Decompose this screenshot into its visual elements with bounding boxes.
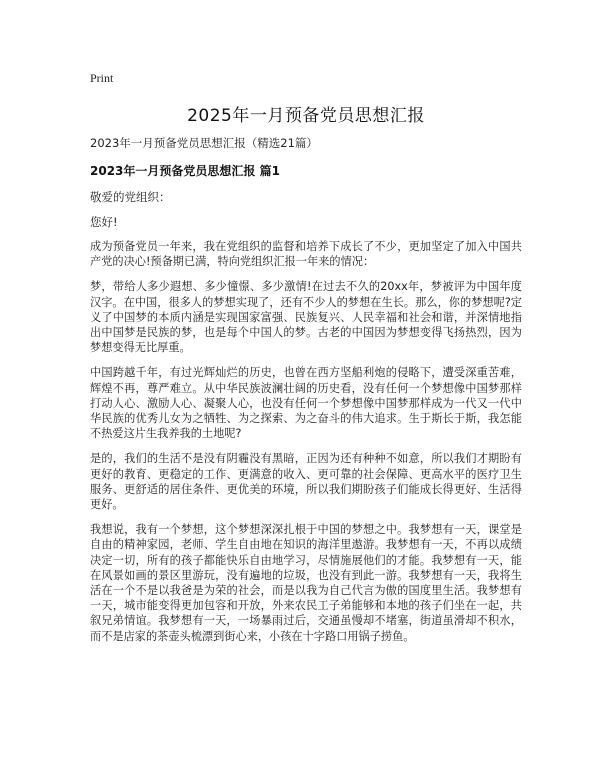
page-title: 2025年一月预备党员思想汇报 xyxy=(187,106,425,126)
paragraph: 成为预备党员一年来，我在党组织的监督和培养下成长了不少，更加坚定了加入中国共产党的决心!预备期已满，特向党组织汇报一年来的情况： xyxy=(90,240,522,269)
paragraph: 梦，带给人多少遐想、多少憧憬、多少激情!在过去不久的20xx年，梦被评为中国年度汉字。在中国，很多人的梦想实现了，还有不少人的梦想在生长。那么，你的梦想呢?定义了中国梦的本质内涵是实现国家富强、民族复兴、人民幸福和社会和谐，并深情地指出中国梦是民族的梦，也是每个中国人的梦。古老的中国因为梦想变得飞扬热烈，因为梦想变得无比厚重。 xyxy=(90,280,522,355)
print-link[interactable]: Print xyxy=(90,71,114,85)
document-subtitle: 2023年一月预备党员思想汇报（精选21篇） xyxy=(90,136,318,150)
section-heading: 2023年一月预备党员思想汇报 篇1 xyxy=(90,164,280,178)
paragraph: 我想说，我有一个梦想，这个梦想深深扎根于中国的梦想之中。我梦想有一天，课堂是自由的精神家园，老师、学生自由地在知识的海洋里遨游。我梦想有一天，不再以成绩决定一切，所有的孩子都能快乐自由地学习，尽情施展他们的才能。我梦想有一天，能在风景如画的景区里游玩，没有遍地的垃圾，也没有到此一游。我梦想有一天，我将生活在一个不是以我爸是为荣的社会，而是以我为自己代言为傲的国度里生活。我梦想有一天，城市能变得更加包容和开放，外来农民工子弟能够和本地的孩子们坐在一起，共叙兄弟情谊。我梦想有一天，一场暴雨过后，交通虽慢却不堵塞，街道虽滑却不积水，而不是店家的茶壶头梳漂到街心来，小孩在十字路口用锅子捞鱼。 xyxy=(90,523,522,643)
paragraph: 是的，我们的生活不是没有阴霾没有黑暗，正因为还有种种不如意，所以我们才期盼有更好的教育、更稳定的工作、更满意的收入、更可靠的社会保障、更高水平的医疗卫生服务、更舒适的居住条件、更优美的环境，所以我们期盼孩子们能成长得更好、生活得更好。 xyxy=(90,452,522,512)
greeting: 您好! xyxy=(90,215,118,229)
salutation: 敬爱的党组织： xyxy=(90,190,171,204)
paragraph: 中国跨越千年，有过光辉灿烂的历史，也曾在西方坚船利炮的侵略下，遭受深重苦难，辉煌不再，尊严难立。从中华民族波澜壮阔的历史看，没有任何一个梦想像中国梦那样打动人心、激励人心、凝聚人心，也没有任何一个梦想像中国梦那样成为一代又一代中华民族的优秀儿女为之牺牲、为之探索、为之奋斗的伟大追求。生于斯长于斯，我怎能不热爱这片生我养我的土地呢? xyxy=(90,366,522,441)
body-text xyxy=(90,239,522,654)
